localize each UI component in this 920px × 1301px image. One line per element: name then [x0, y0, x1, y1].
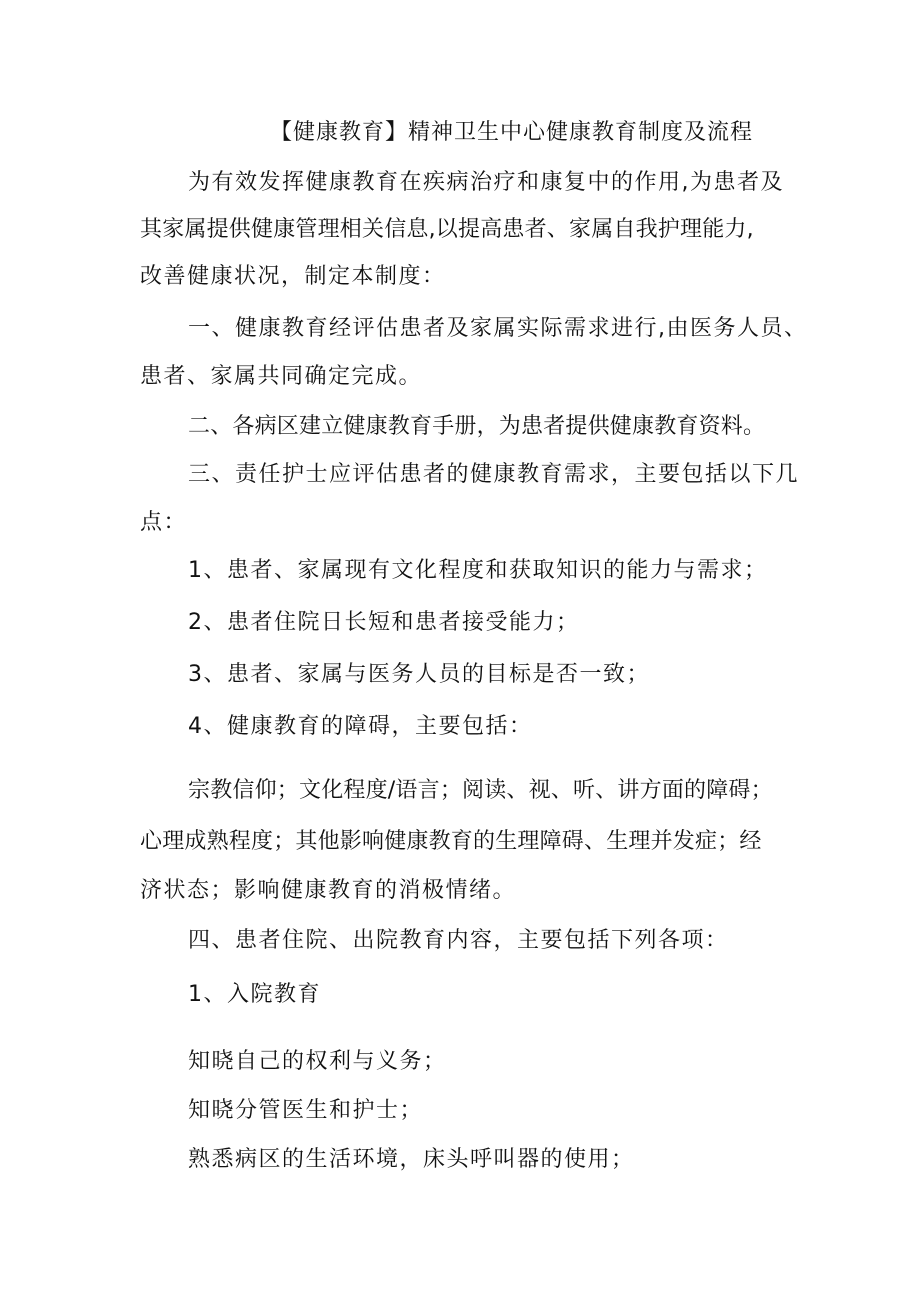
list-item: 3、患者、家属与医务人员的目标是否一致； — [188, 662, 650, 687]
list-item: 1、患者、家属现有文化程度和获取知识的能力与需求； — [188, 558, 768, 583]
paragraph-line: 点： — [140, 510, 188, 535]
list-item: 2、患者住院日长短和患者接受能力； — [188, 610, 580, 635]
paragraph-line: 四、患者住院、出院教育内容，主要包括下列各项： — [188, 928, 729, 953]
list-item: 4、健康教育的障碍，主要包括： — [188, 714, 533, 739]
paragraph-line: 心理成熟程度；其他影响健康教育的生理障碍、生理并发症；经 — [140, 829, 762, 854]
paragraph-line: 改善健康状况，制定本制度： — [140, 264, 446, 289]
section-heading: 1、入院教育 — [188, 982, 321, 1007]
paragraph-line: 为有效发挥健康教育在疾病治疗和康复中的作用,为患者及 — [188, 170, 784, 195]
list-item: 熟悉病区的生活环境，床头呼叫器的使用； — [188, 1147, 635, 1172]
paragraph-line: 三、责任护士应评估患者的健康教育需求，主要包括以下几 — [188, 462, 800, 487]
paragraph-line: 其家属提供健康管理相关信息,以提高患者、家属自我护理能力, — [140, 217, 754, 242]
paragraph-line: 宗教信仰；文化程度/语言；阅读、视、听、讲方面的障碍； — [188, 778, 773, 803]
list-item: 知晓分管医生和护士； — [188, 1098, 424, 1123]
paragraph-line: 一、健康教育经评估患者及家属实际需求进行,由医务人员、 — [188, 316, 808, 341]
paragraph-line: 二、各病区建立健康教育手册，为患者提供健康教育资料。 — [188, 414, 766, 439]
document-title: 【健康教育】精神卫生中心健康教育制度及流程 — [270, 120, 754, 145]
paragraph-line: 患者、家属共同确定完成。 — [140, 364, 423, 389]
paragraph-line: 济状态；影响健康教育的消极情绪。 — [140, 878, 517, 903]
list-item: 知晓自己的权利与义务； — [188, 1049, 447, 1074]
